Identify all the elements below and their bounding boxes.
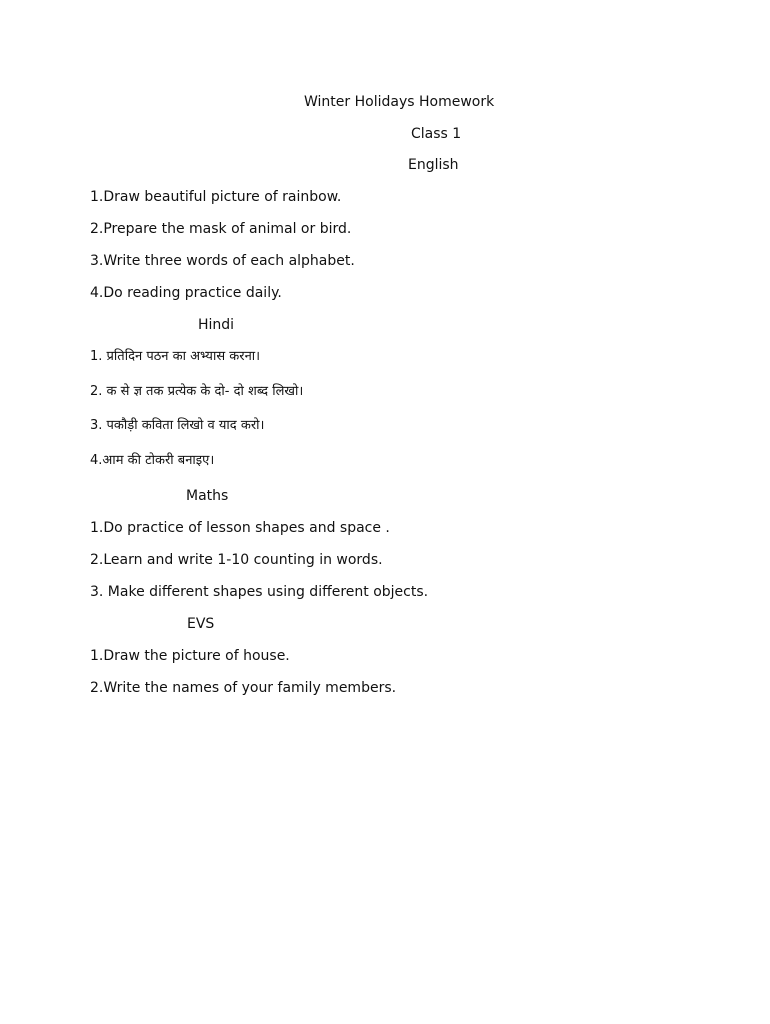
section-heading-evs: EVS bbox=[187, 616, 215, 632]
list-item: 4.आम की टोकरी बनाइए। bbox=[90, 453, 215, 468]
list-item: 1. प्रतिदिन पठन का अभ्यास करना। bbox=[90, 349, 261, 364]
section-heading-maths: Maths bbox=[186, 488, 229, 504]
list-item: 1.Do practice of lesson shapes and space . bbox=[90, 520, 390, 536]
list-item: 2.Prepare the mask of animal or bird. bbox=[90, 221, 352, 237]
list-item: 3. पकौड़ी कविता लिखो व याद करो। bbox=[90, 418, 265, 433]
list-item: 2. क से ज्ञ तक प्रत्येक के दो- दो शब्द लिखो। bbox=[90, 384, 304, 399]
document-title: Winter Holidays Homework bbox=[304, 94, 495, 110]
section-heading-hindi: Hindi bbox=[198, 317, 235, 333]
list-item: 4.Do reading practice daily. bbox=[90, 285, 282, 301]
list-item: 1.Draw the picture of house. bbox=[90, 648, 290, 664]
class-label: Class 1 bbox=[411, 126, 462, 142]
list-item: 3. Make different shapes using different objects. bbox=[90, 584, 429, 600]
list-item: 1.Draw beautiful picture of rainbow. bbox=[90, 189, 342, 205]
list-item: 3.Write three words of each alphabet. bbox=[90, 253, 355, 269]
section-heading-english: English bbox=[408, 157, 459, 173]
list-item: 2.Write the names of your family members. bbox=[90, 680, 397, 696]
list-item: 2.Learn and write 1-10 counting in words. bbox=[90, 552, 383, 568]
